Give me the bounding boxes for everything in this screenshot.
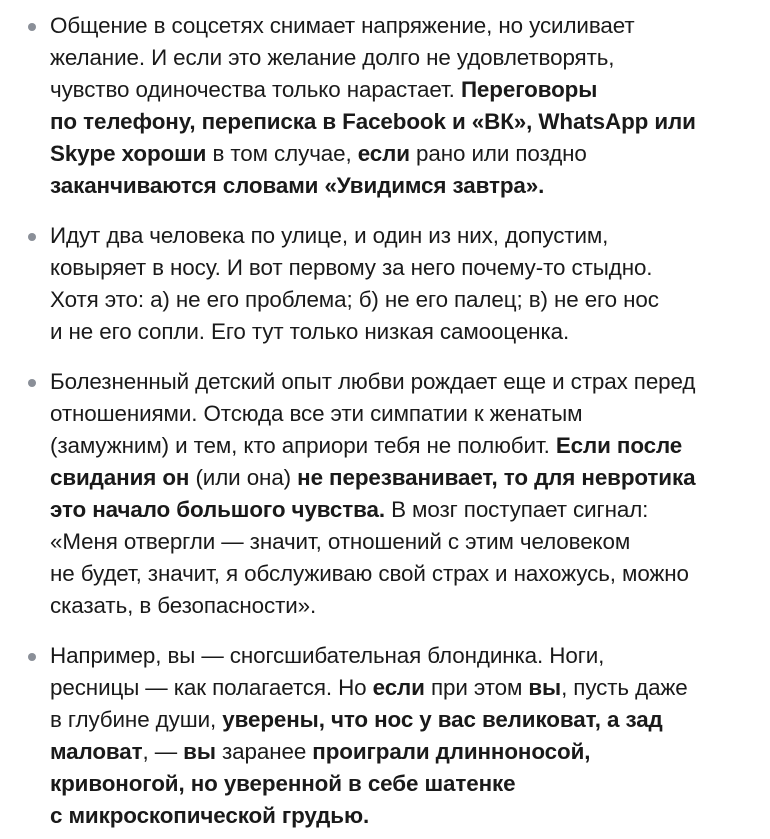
text-line: желание. И если это желание долго не удовлетворять, xyxy=(50,45,615,70)
text-line: ковыряет в носу. И вот первому за него почему-то стыдно. xyxy=(50,255,653,280)
text-line: по телефону, переписка в Facebook и «ВК», WhatsApp или xyxy=(50,109,696,134)
text-line: (замужним) и тем, кто априори тебя не полюбит. Если после xyxy=(50,433,683,458)
text-line: в глубине души, уверены, что нос у вас великоват, а зад xyxy=(50,707,663,732)
text-line: это начало большого чувства. В мозг поступает сигнал: xyxy=(50,497,649,522)
text-line: Хотя это: а) не его проблема; б) не его палец; в) не его нос xyxy=(50,287,659,312)
bullet-icon xyxy=(28,379,36,387)
bullet-icon xyxy=(28,233,36,241)
text-line: свидания он (или она) не перезванивает, то для невротика xyxy=(50,465,696,490)
bullet-icon xyxy=(28,653,36,661)
text-line: и не его сопли. Его тут только низкая самооценка. xyxy=(50,319,570,344)
text-line: ресницы — как полагается. Но если при этом вы, пусть даже xyxy=(50,675,688,700)
text-line: Идут два человека по улице, и один из них, допустим, xyxy=(50,223,609,248)
list-item xyxy=(50,640,756,832)
text-line: Skype хороши в том случае, если рано или поздно xyxy=(50,141,587,166)
list-item xyxy=(50,366,756,622)
text-line: не будет, значит, я обслуживаю свой страх и нахожусь, можно xyxy=(50,561,689,586)
text-line: отношениями. Отсюда все эти симпатии к женатым xyxy=(50,401,583,426)
text-line: с микроскопической грудью. xyxy=(50,803,370,828)
text-line: сказать, в безопасности». xyxy=(50,593,317,618)
text-line: Болезненный детский опыт любви рождает еще и страх перед xyxy=(50,369,696,394)
text-line: «Меня отвергли — значит, отношений с этим человеком xyxy=(50,529,631,554)
list-item xyxy=(50,10,756,202)
text-line: заканчиваются словами «Увидимся завтра». xyxy=(50,173,545,198)
bullet-icon xyxy=(28,23,36,31)
list-item xyxy=(50,220,756,348)
text-line: Общение в соцсетях снимает напряжение, но усиливает xyxy=(50,13,635,38)
text-line: Например, вы — сногсшибательная блондинка. Ноги, xyxy=(50,643,605,668)
text-line: чувство одиночества только нарастает. Переговоры xyxy=(50,77,598,102)
text-line: маловат, — вы заранее проиграли длинноносой, xyxy=(50,739,591,764)
text-line: кривоногой, но уверенной в себе шатенке xyxy=(50,771,516,796)
